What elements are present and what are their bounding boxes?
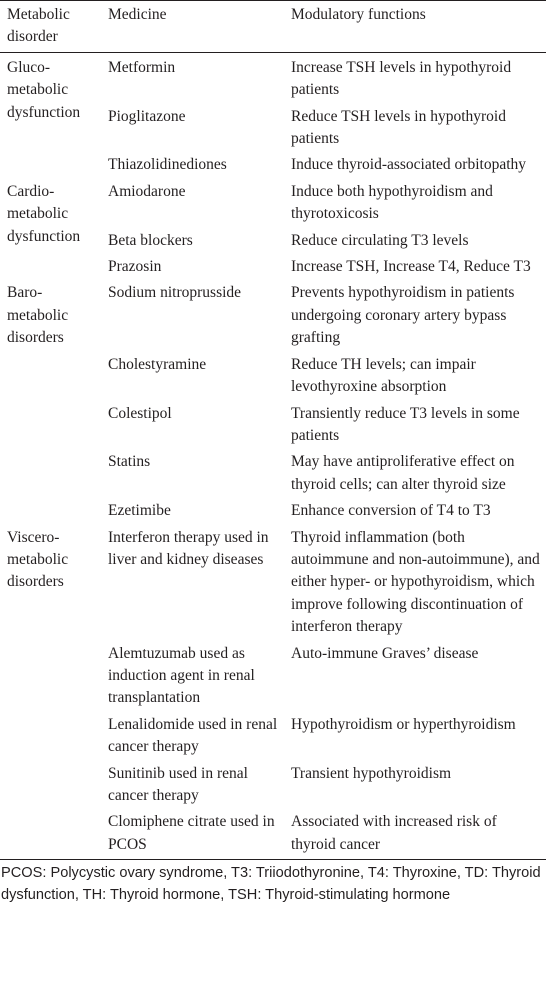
modulatory-function-cell: Enhance conversion of T4 to T3 — [291, 502, 491, 520]
modulatory-function-cell: Induce thyroid-associated orbitopathy — [291, 156, 527, 174]
medicine-cell: Metformin — [108, 58, 176, 76]
table-row — [0, 52, 546, 103]
metabolic-disorder-cell: Cardio-metabolic dysfunction — [7, 182, 81, 245]
medicine-cell: Beta blockers — [108, 231, 193, 249]
modulatory-function-cell: Transient hypothyroidism — [291, 764, 452, 782]
header-medicine: Medicine — [108, 6, 167, 23]
medicine-cell: Pioglitazone — [108, 107, 186, 125]
modulatory-function-cell: Auto-immune Graves’ disease — [291, 644, 479, 662]
modulatory-function-cell: Induce both hypothyroidism and thyrotoxicosis — [291, 182, 493, 223]
table-footnote: PCOS: Polycystic ovary syndrome, T3: Triiodothyronine, T4: Thyroxine, TD: Thyroid dysfunction, TH: Thyroid hormone, TSH: Thyroid-stimulating hormone — [1, 865, 541, 903]
table-header — [0, 1, 546, 53]
medicine-cell: Statins — [108, 453, 151, 471]
header-metabolic-disorder: Metabolic disorder — [7, 6, 70, 46]
medicine-cell: Thiazolidinediones — [108, 156, 227, 174]
modulatory-function-cell: Reduce circulating T3 levels — [291, 231, 469, 249]
modulatory-function-cell: Thyroid inflammation (both autoimmune and non-autoimmune), and either hyper- or hypothyroidism, which improve following discontinuation of interferon therapy — [291, 528, 540, 636]
table-row — [0, 280, 546, 351]
medicine-cell: Sunitinib used in renal cancer therapy — [108, 764, 248, 804]
modulatory-function-cell: Reduce TH levels; can impair levothyroxine absorption — [291, 355, 476, 396]
table-row — [0, 525, 546, 641]
modulatory-function-cell: May have antiproliferative effect on thyroid cells; can alter thyroid size — [291, 453, 515, 493]
medicine-cell: Amiodarone — [108, 182, 186, 200]
metabolic-disorder-cell: Baro-metabolic disorders — [7, 284, 69, 347]
medicine-cell: Lenalidomide used in renal cancer therapy — [108, 715, 278, 756]
medicine-cell: Sodium nitroprusside — [108, 284, 242, 302]
medicine-cell: Clomiphene citrate used in PCOS — [108, 813, 275, 853]
modulatory-function-cell: Prevents hypothyroidism in patients undergoing coronary artery bypass grafting — [291, 284, 515, 347]
medicine-cell: Prazosin — [108, 258, 162, 276]
medicine-cell: Cholestyramine — [108, 355, 207, 373]
modulatory-function-cell: Hypothyroidism or hyperthyroidism — [291, 715, 516, 733]
modulatory-function-cell: Associated with increased risk of thyroid cancer — [291, 813, 497, 853]
medicine-cell: Colestipol — [108, 404, 172, 422]
metabolic-disorder-cell: Gluco-metabolic dysfunction — [7, 58, 81, 121]
modulatory-function-cell: Reduce TSH levels in hypothyroid patients — [291, 107, 506, 148]
metabolic-disorder-cell: Viscero-metabolic disorders — [7, 528, 69, 591]
table-body — [0, 52, 546, 859]
medicine-cell: Ezetimibe — [108, 502, 171, 520]
table-row — [0, 179, 546, 228]
medicine-cell: Alemtuzumab used as induction agent in renal transplantation — [108, 644, 255, 707]
modulatory-function-cell: Increase TSH, Increase T4, Reduce T3 — [291, 258, 531, 276]
medicine-cell: Interferon therapy used in liver and kidney diseases — [108, 528, 269, 568]
header-row — [0, 1, 546, 53]
header-modulatory-functions: Modulatory functions — [291, 6, 426, 23]
modulatory-function-cell: Transiently reduce T3 levels in some patients — [291, 404, 520, 444]
modulatory-function-cell: Increase TSH levels in hypothyroid patients — [291, 58, 512, 99]
